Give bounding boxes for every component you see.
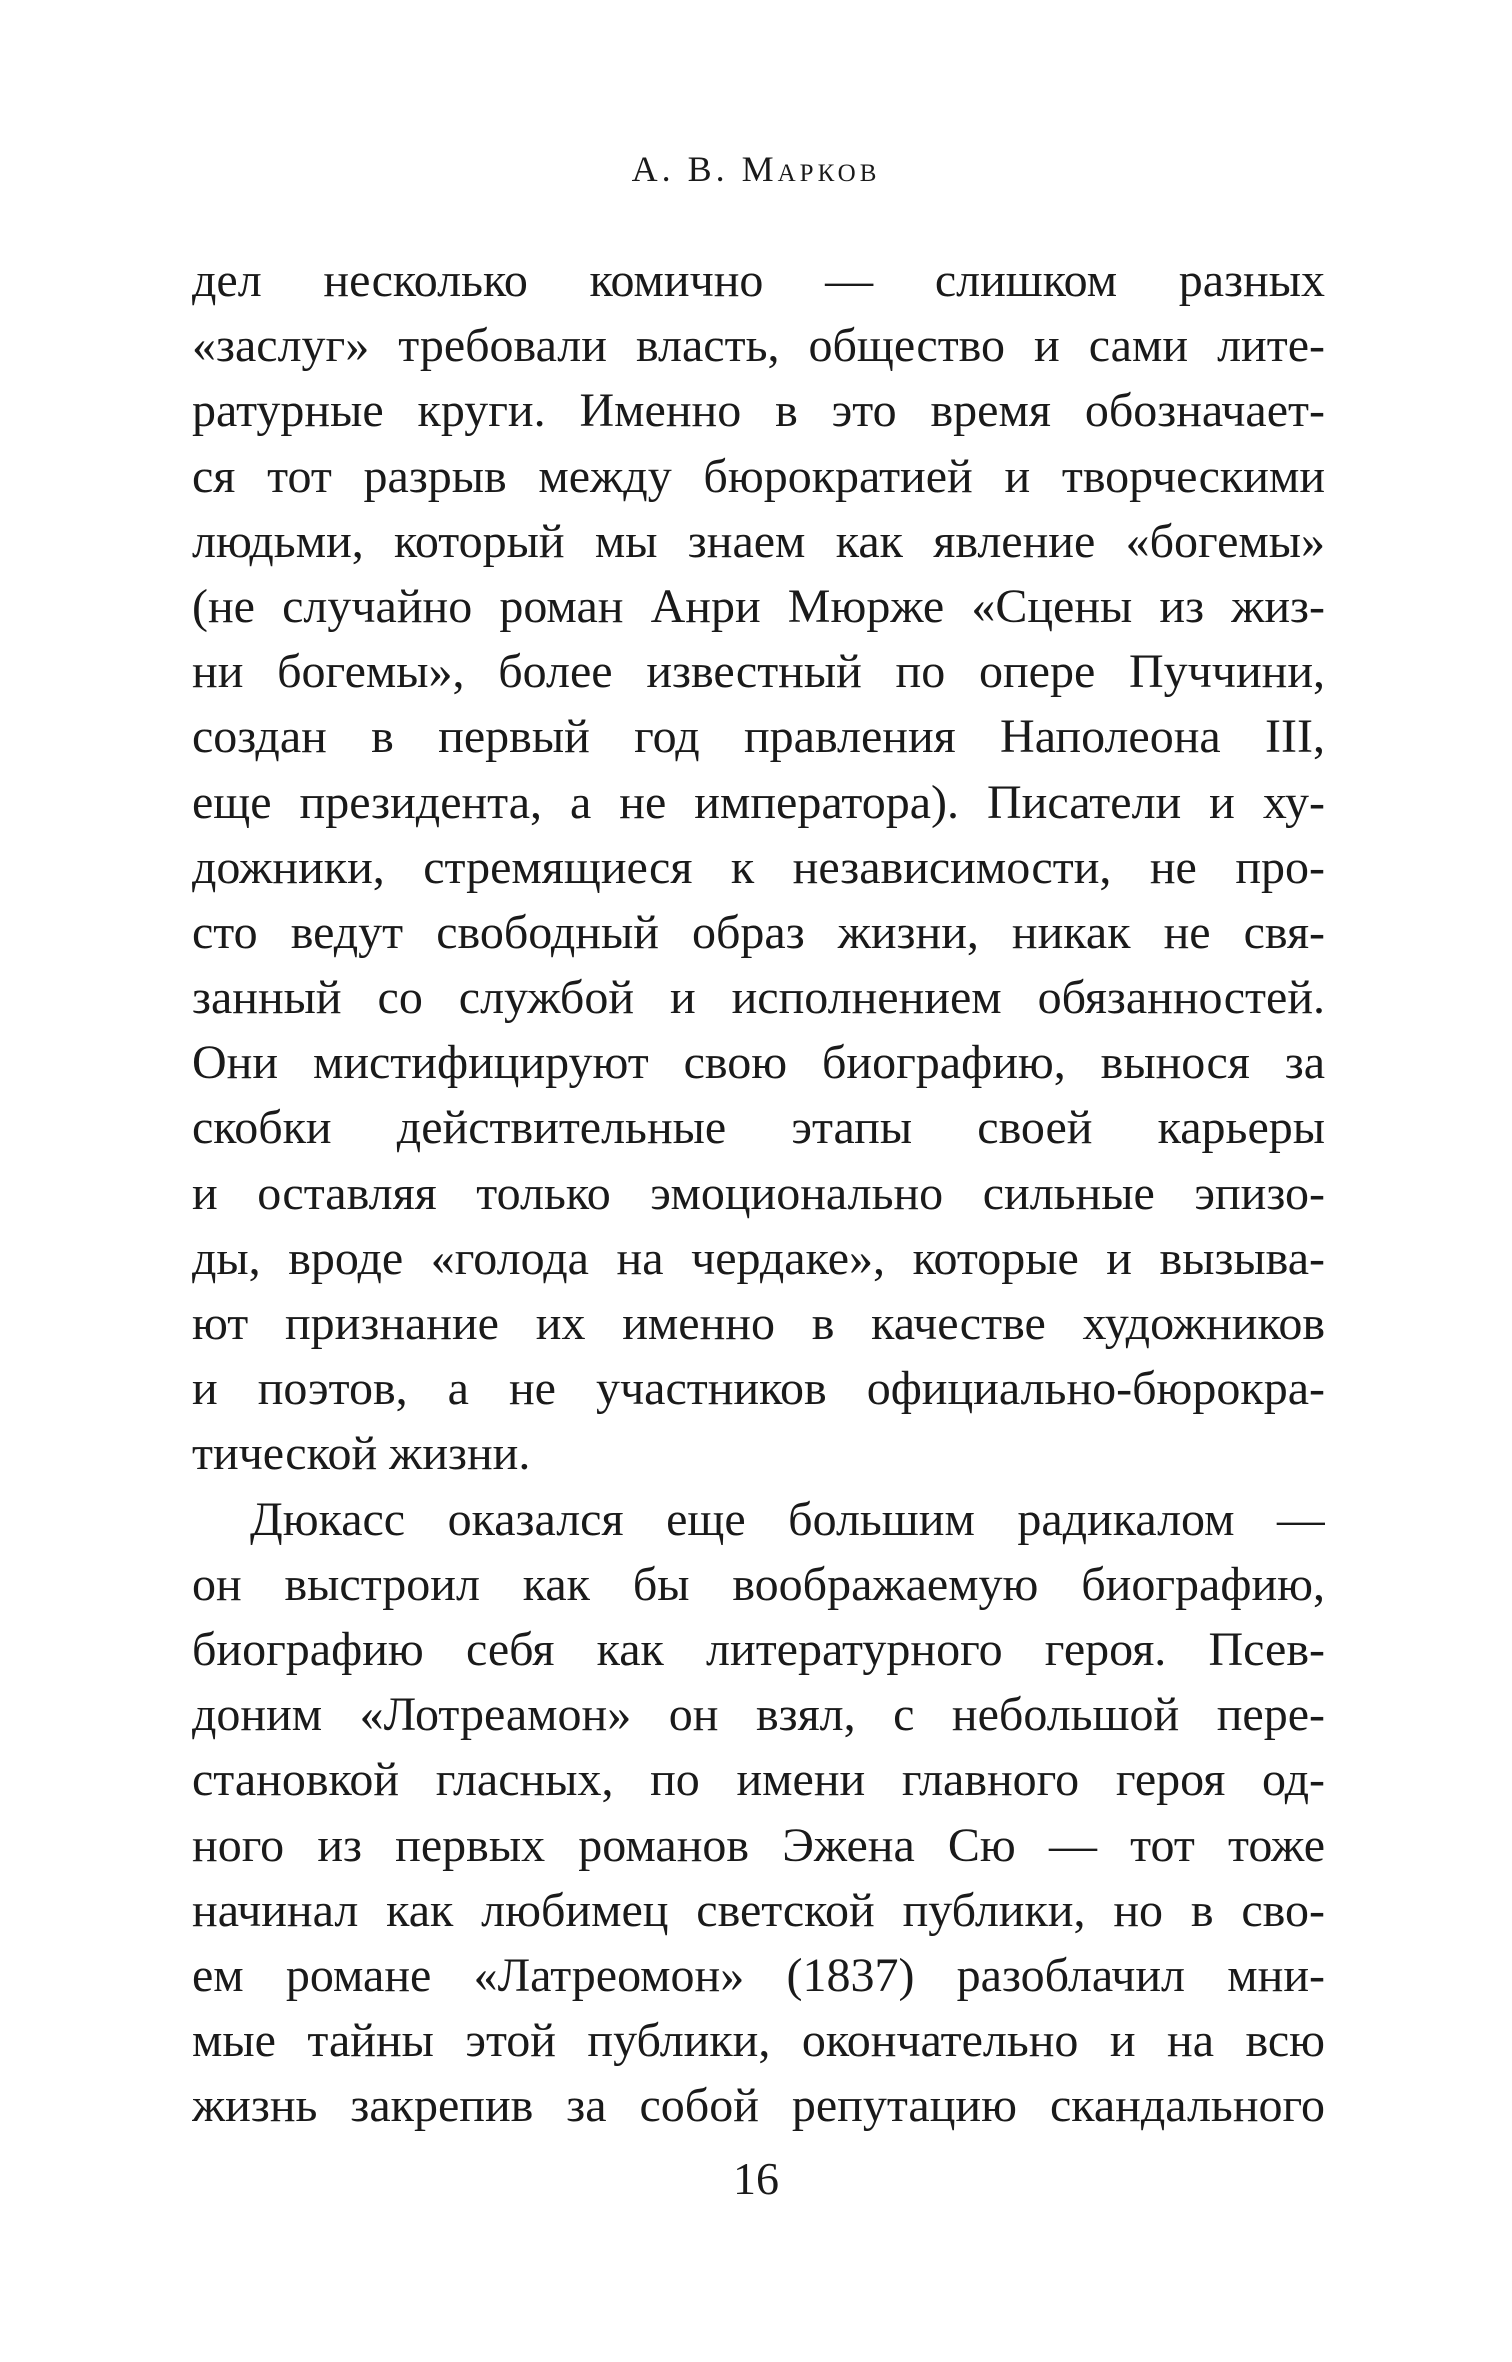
text-line: начинал как любимец светской публики, но в сво- <box>192 1883 1325 1937</box>
text-line: ни богемы», более известный по опере Пуччини, <box>192 645 1325 699</box>
text-line: «заслуг» требовали власть, общество и сами лите- <box>192 319 1325 373</box>
text-line: дел несколько комично — слишком разных <box>192 254 1325 307</box>
running-head: А. В. Марков <box>631 149 881 189</box>
text-line: ды, вроде «голода на чердаке», которые и вызыва- <box>192 1231 1325 1285</box>
text-line: сто ведут свободный образ жизни, никак не свя- <box>192 905 1325 959</box>
text-line: занный со службой и исполнением обязанностей. <box>192 971 1325 1025</box>
page-number: 16 <box>733 2153 779 2204</box>
text-line: скобки действительные этапы своей карьеры <box>192 1101 1325 1155</box>
text-line: дожники, стремящиеся к независимости, не про- <box>192 840 1325 894</box>
text-line: и оставляя только эмоционально сильные эпизо- <box>192 1166 1325 1220</box>
text-line: ют признание их именно в качестве художников <box>192 1297 1325 1350</box>
text-line: людьми, который мы знаем как явление «богемы» <box>192 514 1325 568</box>
text-line: ного из первых романов Эжена Сю — тот тоже <box>192 1818 1325 1872</box>
text-line: жизнь закрепив за собой репутацию скандального <box>192 2079 1325 2133</box>
text-line: (не случайно роман Анри Мюрже «Сцены из жиз- <box>192 579 1325 633</box>
text-line: тической жизни. <box>192 1427 531 1481</box>
text-line: становкой гласных, по имени главного героя од- <box>192 1753 1325 1807</box>
text-line: ся тот разрыв между бюрократией и творческими <box>192 449 1325 503</box>
body-text <box>192 248 1325 2138</box>
text-line: доним «Лотреамон» он взял, с небольшой пере- <box>192 1688 1325 1742</box>
text-line: и поэтов, а не участников официально-бюрокра- <box>192 1362 1325 1416</box>
text-line: Они мистифицируют свою биографию, вынося за <box>192 1036 1325 1090</box>
text-line: он выстроил как бы воображаемую биографию, <box>192 1557 1325 1611</box>
text-line: ем романе «Латреомон» (1837) разоблачил мни- <box>192 1948 1325 2002</box>
text-line: биографию себя как литературного героя. Псев- <box>192 1622 1325 1676</box>
text-line: ратурные круги. Именно в это время обозначает- <box>192 384 1325 438</box>
text-line: еще президента, а не императора). Писатели и ху- <box>192 775 1325 829</box>
text-line: мые тайны этой публики, окончательно и на всю <box>192 2014 1325 2068</box>
text-line: Дюкасс оказался еще большим радикалом — <box>250 1492 1325 1546</box>
text-line: создан в первый год правления Наполеона III, <box>192 710 1325 764</box>
